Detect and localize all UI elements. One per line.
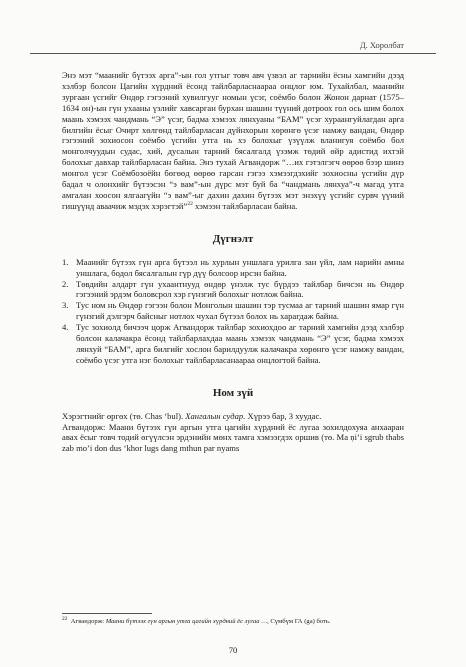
reference-entry-2 [62,422,404,455]
page-body [62,70,404,454]
footnote-number: 22 [62,615,68,622]
footnote-lead: Агвандорж: [70,618,106,625]
list-item-number: 1. [62,256,69,267]
footnote-ref: 22 [187,201,193,208]
list-item-text: Тус зохиолд бичээч цорж Агвандорж тайлбар зохиохдоо аг тарний хамгийн дээд хэлбэр болсон калачакра ёсонд тайлбарлахдаа маань хэмээх чандмань “Э” үсэг, бадма хэмээх лянхуй “БАМ”, арга билгийг хослон барилдуулж калачакра хөрөнгө үсэг намжу вандан, соёмбо үсэг утга нэг болохыг тайлбарласанаараа онцлогтой байна. [76,322,404,365]
list-item [62,257,404,279]
header-rule [30,53,436,54]
list-item-number: 4. [62,322,69,333]
reference-1-main: Хэрэгтнийг өргөх (тө. Chas ‘bul). [62,410,186,421]
list-item-number: 3. [62,300,69,311]
footnote-italic: Маани бүтээх гүн аргын утга цагийн хүрдний ёс лугаа … [105,618,268,625]
reference-2-lead: Агвандорж: [62,421,109,432]
reference-1-italic: Хангалын судар. [185,410,246,421]
page-number: 70 [228,645,238,655]
list-item [62,300,404,322]
conclusion-heading: Дүгнэлт [212,232,254,245]
conclusion-list [62,257,404,366]
intro-paragraph-tail: хэмээн тайлбарласан байна. [195,200,298,211]
list-item [62,279,404,301]
list-item [62,322,404,366]
reference-entry-1 [62,411,404,422]
list-item-number: 2. [62,278,69,289]
reference-1-tail: Хүрээ бар, 3 хуудас. [245,410,322,421]
list-item-text: Тус ном нь Өндөр гэгээн болон Монголын шашин тэр тусмаа аг тарний шашин ямар гүн гүнзгий дэлгэрч байсныг нотлох чухал бүтээл болох нь харагдаж байна. [76,300,404,322]
intro-paragraph [62,70,404,212]
list-item-text: Төвдийн алдарт гүн ухаантнууд өндөр үнэлж тус бүрдээ тайлбар бичсэн нь Өндөр гэгээний эрдэм боловсрол хэр гүнзгий болохыг нотлож байна. [76,278,404,300]
list-item-text: Маанийг бүтээх гүн арга бүтээл нь хурлын уншлага урилга зан үйл, лам нарийн амны уншлага, бодол бясалгалын гүр дүү болсоор ирсэн байна. [76,256,404,278]
footnote-tail: , Сүмбүм ГА (ga) боть. [267,618,331,625]
reference-2-text: Маани бүтээх гүн аргын утга цагийн хүрдний ёс лугаа зохилдохуяа анхааран авах ёсыг товч тодий өгүүлсэн эрдэнийн мөнх тамга хэмээгдэх оршив (тө. Ma ṇi’i sgrub thabs zab mo’i don dus ‘khor lugs dang mthun par nyams [62,421,405,454]
references-heading: Ном зүй [212,386,254,399]
running-head: Д. Хоролбат [359,40,404,50]
intro-paragraph-text: Энэ мэт “маанийг бүтээх арга”-ын гол утгыг товч авч үзвэл аг тарнийн ёсны хамгийн дээд хэлбэр болсон Цагийн хүрдний ёсонд тайлбарласнаараа онцлог юм. Тухайлбал, маанийн зургаан үсгийг Өндөр гэгээний хувилгууг номын үсэг, соёмбо болон Жонон дарнат (1575–1634 он)-ын гүн ухааны үзлийг хавсарган бурхан шашин түүний дотроох гол ось шим болох маань хэмээх чандмань “Э” үсэг, бадма хэмээх лянхуаны “БАМ” үсэг хураангуйлагдан арга билгийн ёсыг Очирт хөлгөнд тайлбарласан дүйнхорын хөрөнгө үсэг намжу вандан, Өндөр гэгээний зохиосон соёмбо үсгийн утга нь хэ болохыг үзүүлж вланигуя соёмбо бол монголчуудын судас, хий, дусалын тарний бясалгалд үзэмж төдий өйр адистид ихтэй болохыг давхар тайлбарласан байна. Энэ тухай Агвандорж “…их гэтэлгэгч өөрөө бээр шинэ монгол үсэг Соёмбозоёйн бөгөөд өөрөө гарсан гэгээ хэмээгдэхийг зохиосны үсгийн дүр бадал ч олонхийг бүтээсэн “э вам”-ын дүрс мэт буй ба “чандмань лянхуа”-ч магад утга амгалан хоосон ялгаагүйн “э вам”-ыг дахин дахин бүтээх мэт энэхүү үсгийг сурвч үүний гишүүнд аваачиж мэдэх хэрэгтэй” [62,70,404,211]
footnote-rule [62,613,152,614]
footnote [62,615,404,626]
